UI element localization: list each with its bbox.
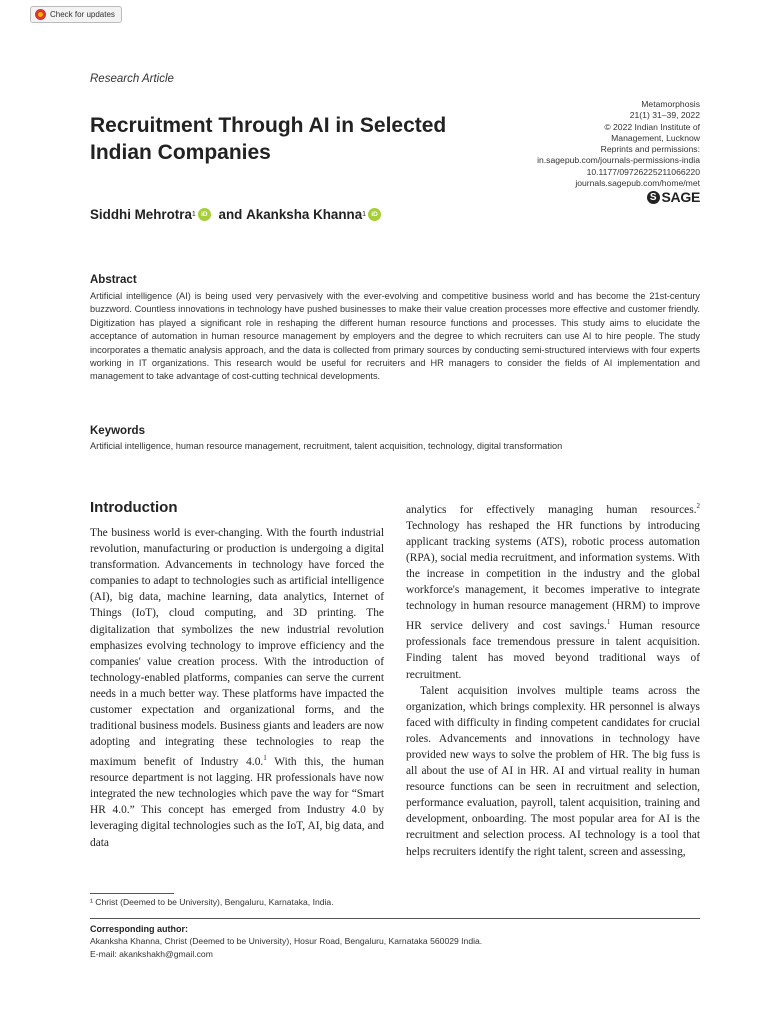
paragraph-text: Human resource professionals face tremendous pressure in talent acquisition. Finding talent has moved beyond traditional ways of recruitment. xyxy=(406,620,700,681)
citation-ref[interactable]: 1 xyxy=(606,618,611,627)
author-1-name[interactable]: Siddhi Mehrotra xyxy=(90,207,192,222)
article-type: Research Article xyxy=(90,73,174,85)
paragraph xyxy=(406,498,700,683)
orcid-icon[interactable]: iD xyxy=(368,208,381,221)
sage-wordmark: SAGE xyxy=(661,189,700,205)
paragraph xyxy=(90,525,384,851)
author-2-name[interactable]: Akanksha Khanna xyxy=(246,207,363,222)
corresponding-author-email[interactable]: E-mail: akankshakh@gmail.com xyxy=(90,949,213,959)
abstract-text: Artificial intelligence (AI) is being used very pervasively with the ever-evolving and competitive business world and has become the 21st-century buzzword. Countless innovations in technology have pushed businesses to make their value creation processes more effective and customer friendly. Digitization has played a significant role in reshaping the different human resource functions and processes. This study aims to elucidate the acceptance of automation in human resource management by employers and the degree to which recruiters can use AI to hire people. The study incorporates a thematic analysis approach, and the data is collected from primary sources by conducting semi-structured interviews with four experts working in IT organizations. This research would be useful for recruiters and HR managers to consider the fields of AI implementation and management to take advantage of cost-cutting technical developments. xyxy=(90,291,700,382)
author-1-affil-mark: 1 xyxy=(191,211,196,218)
sage-s-icon: S xyxy=(647,191,660,204)
author-separator: and xyxy=(214,207,247,222)
keywords-heading: Keywords xyxy=(90,425,145,437)
affiliation-footnote: ¹ Christ (Deemed to be University), Bengaluru, Karnataka, India. xyxy=(90,897,334,907)
sage-logo xyxy=(647,189,700,205)
introduction-heading: Introduction xyxy=(90,499,178,516)
paragraph: Talent acquisition involves multiple teams across the organization, which brings complexity. HR personnel is always faced with difficulty in finding competent candidates for crucial roles. Advancements and innovations in technology have provided new ways to solve the problem of HR. The big fuss is all about the use of AI in HR. AI and virtual reality in human resource functions can be seen in recruitment and selection, performance evaluation, payroll, talent acquisition, training and development, onboarding. The most popular area for AI is the recruitment and selection process. AI technology is a tool that helps recruiters identify the right talent, screen and assessing, xyxy=(406,684,700,858)
article-title: Recruitment Through AI in Selected Indian Companies xyxy=(90,114,447,164)
citation-ref[interactable]: 1 xyxy=(263,754,267,763)
keywords-text: Artificial intelligence, human resource management, recruitment, talent acquisition, technology, digital transformation xyxy=(90,441,563,451)
copyright-line-1: © 2022 Indian Institute of xyxy=(604,121,700,132)
paragraph-text: analytics for effectively managing human resources. xyxy=(406,503,697,516)
check-for-updates-label: Check for updates xyxy=(50,10,115,19)
check-for-updates-button[interactable] xyxy=(30,6,122,23)
paragraph-text: Technology has reshaped the HR functions by introducing applicant tracking systems (ATS), robotic process automation (RPA), social media recruitment, and information systems. With the increase in competition in the industry and the global workforce's management, it becomes imperative to integrate technology in human resource management (HRM) to improve HR service delivery and cost savings. xyxy=(406,519,700,633)
doi-link[interactable]: 10.1177/09726225211066220 xyxy=(586,166,700,177)
correspondence-divider xyxy=(90,918,700,919)
journal-name: Metamorphosis xyxy=(641,99,700,109)
journal-volume: 21(1) 31–39, 2022 xyxy=(629,110,700,121)
abstract-heading: Abstract xyxy=(90,274,137,286)
author-line xyxy=(90,207,385,222)
permissions-link[interactable]: in.sagepub.com/journals-permissions-india xyxy=(537,155,700,166)
orcid-icon[interactable]: iD xyxy=(198,208,211,221)
paragraph-text: With this, the human resource department is not lagging. HR professionals have now integrated the new technologies which pave the way for “Smart HR 4.0.” This concept has emerged from Industry 4.0 by leveraging digital technologies such as the IoT, AI, big data, and data xyxy=(90,756,384,849)
body-column-right xyxy=(406,498,700,860)
crossmark-icon xyxy=(35,9,46,20)
footnote-divider xyxy=(90,893,174,894)
journal-home-link[interactable]: journals.sagepub.com/home/met xyxy=(575,178,700,189)
paragraph-text: The business world is ever-changing. With the fourth industrial revolution, manufacturing or production is undergoing a digital transformation. Advancements in technology have forced the companies to adapt to technologies such as artificial intelligence (AI), big data, machine learning, data analytics, Internet of Things (IoT), cloud computing, and 3D printing. The digitalization that symbolizes the new industrial revolution emphasizes evolving technology to improve efficiency and the companies' value creation process. With the introduction of technology-enabled platforms, companies can serve the current needs in a much better way. These platforms have impacted the customer expectation and organizational forms, and the traditional business models. Business giants and leaders are now adopting and integrating these technologies to reap the maximum benefit of Industry 4.0. xyxy=(90,527,384,769)
corresponding-author-address: Akanksha Khanna, Christ (Deemed to be University), Hosur Road, Bengaluru, Karnataka 560029 India. xyxy=(90,936,483,946)
corresponding-author-heading: Corresponding author: xyxy=(90,924,188,934)
author-2-affil-mark: 1 xyxy=(362,211,367,218)
body-column-left xyxy=(90,525,384,851)
copyright-line-2: Management, Lucknow xyxy=(611,132,700,143)
citation-ref[interactable]: 2 xyxy=(696,502,700,510)
reprints-label: Reprints and permissions: xyxy=(600,144,700,155)
